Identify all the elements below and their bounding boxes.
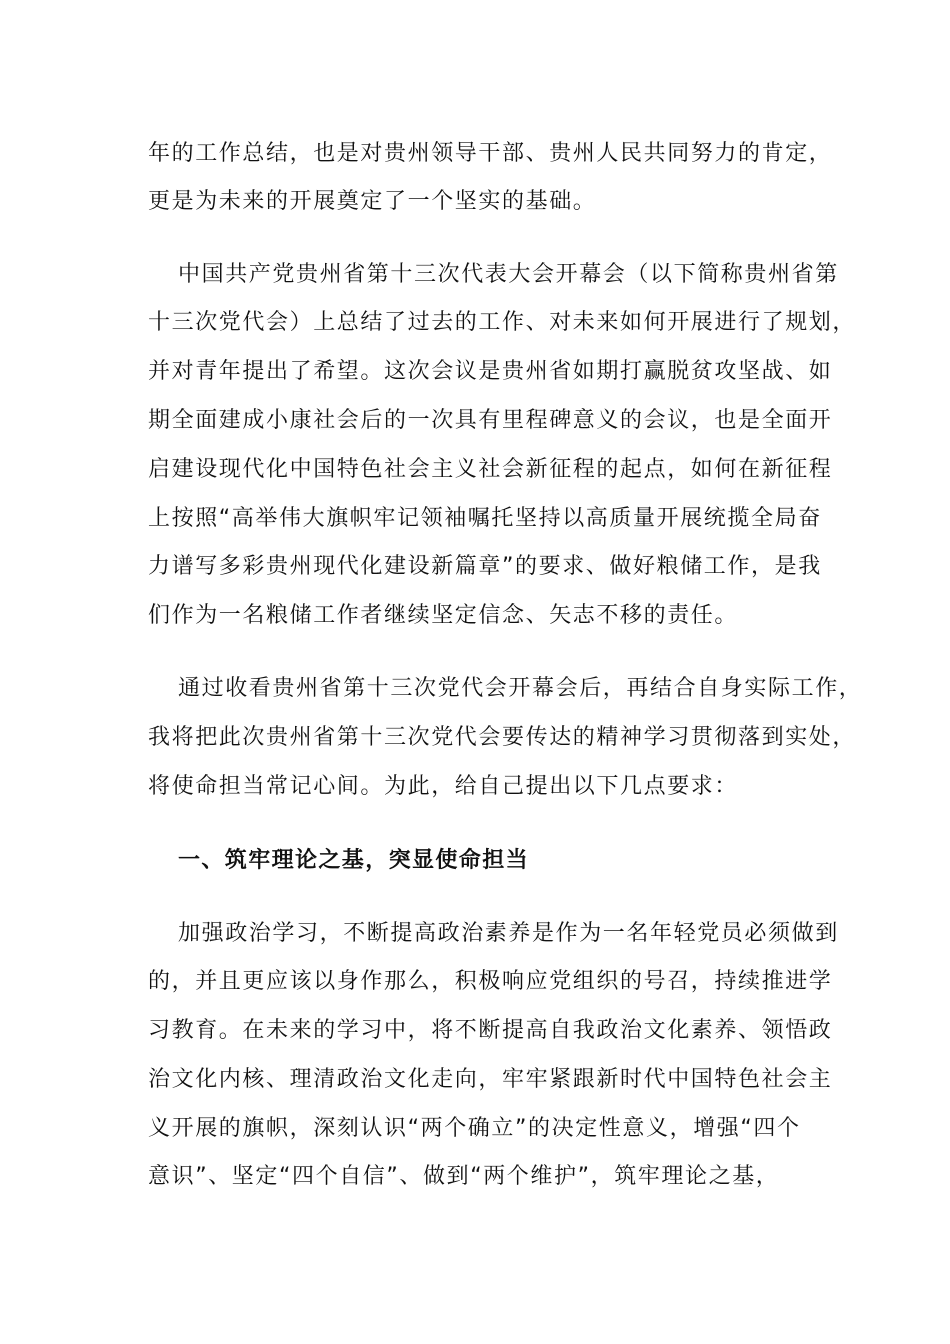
paragraph-2-line-5: 启建设现代化中国特色社会主义社会新征程的起点，如何在新征程 <box>148 457 833 482</box>
paragraph-2-line-7: 力谱写多彩贵州现代化建设新篇章”的要求、做好粮储工作，是我 <box>148 554 822 579</box>
paragraph-4-line-2: 的，并且更应该以身作那么，积极响应党组织的号召，持续推进学 <box>148 969 833 994</box>
paragraph-3-line-3: 将使命担当常记心间。为此，给自己提出以下几点要求： <box>148 774 739 799</box>
paragraph-1-line-2: 更是为未来的开展奠定了一个坚实的基础。 <box>148 189 597 214</box>
paragraph-4-line-1: 加强政治学习，不断提高政治素养是作为一名年轻党员必须做到 <box>178 921 839 946</box>
paragraph-4-line-4: 治文化内核、理清政治文化走向，牢牢紧跟新时代中国特色社会主 <box>148 1067 833 1092</box>
paragraph-2-line-8: 们作为一名粮储工作者继续坚定信念、矢志不移的责任。 <box>148 603 739 628</box>
paragraph-4-line-5: 义开展的旗帜，深刻认识“两个确立”的决定性意义，增强“四个 <box>148 1116 801 1141</box>
paragraph-4-line-3: 习教育。在未来的学习中，将不断提高自我政治文化素养、领悟政 <box>148 1018 833 1043</box>
paragraph-4-line-6: 意识”、坚定“四个自信”、做到“两个维护”，筑牢理论之基， <box>148 1164 780 1189</box>
paragraph-2-line-3: 并对青年提出了希望。这次会议是贵州省如期打赢脱贫攻坚战、如 <box>148 359 833 384</box>
paragraph-2-line-2: 十三次党代会）上总结了过去的工作、对未来如何开展进行了规划， <box>148 310 857 335</box>
paragraph-2-line-6: 上按照“高举伟大旗帜牢记领袖嘱托坚持以高质量开展统揽全局奋 <box>148 506 822 531</box>
paragraph-1-line-1: 年的工作总结，也是对贵州领导干部、贵州人民共同努力的肯定， <box>148 141 833 166</box>
paragraph-3-line-1: 通过收看贵州省第十三次党代会开幕会后，再结合自身实际工作， <box>178 676 863 701</box>
paragraph-3-line-2: 我将把此次贵州省第十三次党代会要传达的精神学习贯彻落到实处， <box>148 725 857 750</box>
section-heading: 一、筑牢理论之基，突显使命担当 <box>178 848 530 873</box>
paragraph-2-line-1: 中国共产党贵州省第十三次代表大会开幕会（以下简称贵州省第 <box>178 262 839 287</box>
paragraph-2-line-4: 期全面建成小康社会后的一次具有里程碑意义的会议，也是全面开 <box>148 408 833 433</box>
